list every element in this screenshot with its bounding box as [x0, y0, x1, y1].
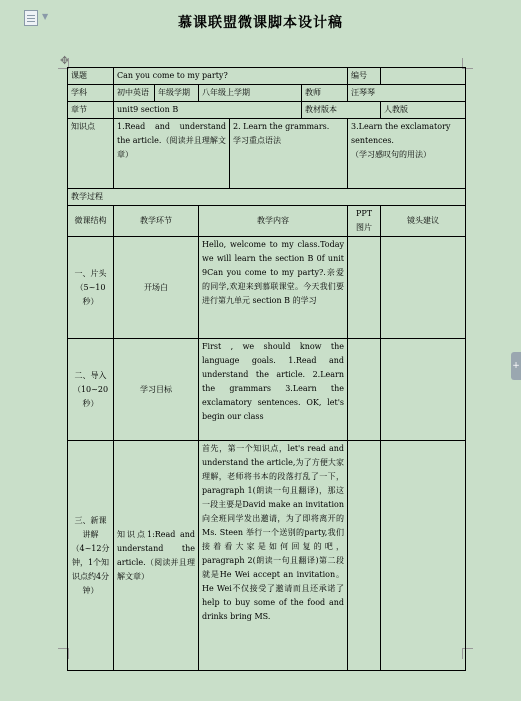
structure-cell: 二、导入 （10~20秒）: [68, 339, 114, 441]
number-label: 编号: [348, 68, 381, 85]
knowledge-point-1[interactable]: 1.Read and understand the article.（阅读并且理解文章）: [114, 119, 230, 189]
ppt-cell[interactable]: [348, 441, 381, 671]
chapter-label: 章节: [68, 102, 114, 119]
topic-label: 课题: [68, 68, 114, 85]
structure-cell: 一、片头 （5~10秒）: [68, 237, 114, 339]
stage-cell: 学习目标: [114, 339, 199, 441]
process-row-lead-in: [68, 339, 466, 441]
topic-value[interactable]: Can you come to my party?: [114, 68, 348, 85]
teacher-label: 教师: [302, 85, 348, 102]
document-title: 慕课联盟微课脚本设计稿: [178, 15, 343, 31]
camera-cell[interactable]: [381, 339, 466, 441]
header-content: 教学内容: [199, 206, 348, 237]
teacher-value[interactable]: 汪琴琴: [348, 85, 466, 102]
camera-cell[interactable]: [381, 441, 466, 671]
edition-value[interactable]: 人教版: [381, 102, 466, 119]
camera-cell[interactable]: [381, 237, 466, 339]
info-row-knowledge: [68, 119, 466, 189]
chevron-down-icon[interactable]: ▼: [42, 12, 49, 21]
process-header-row: [68, 206, 466, 237]
subject-value[interactable]: 初中英语: [114, 85, 155, 102]
ppt-cell[interactable]: [348, 339, 381, 441]
info-row-topic: [68, 68, 466, 85]
knowledge-label: 知识点: [68, 119, 114, 189]
process-row-intro: [68, 237, 466, 339]
content-cell[interactable]: First , we should know the language goals. 1.Read and understand the article. 2.Learn the grammars 3.Learn the exclamatory sentences. OK, let's begin our class: [199, 339, 348, 441]
header-camera: 镜头建议: [381, 206, 466, 237]
number-value[interactable]: [381, 68, 466, 85]
knowledge-point-3[interactable]: 3.Learn the exclamatory sentences. （学习感叹句的用法）: [348, 119, 466, 189]
header-structure: 微课结构: [68, 206, 114, 237]
table-move-handle-icon[interactable]: ✥: [60, 54, 70, 67]
info-row-chapter: [68, 102, 466, 119]
edition-label: 教材版本: [302, 102, 381, 119]
process-row-new-lesson: [68, 441, 466, 671]
process-heading-row: [68, 189, 466, 206]
info-row-subject: [68, 85, 466, 102]
subject-label: 学科: [68, 85, 114, 102]
structure-cell: 三、新课讲解 （4~12分钟，1个知识点约4分钟）: [68, 441, 114, 671]
content-cell[interactable]: 首先，第一个知识点，let's read and understand the article,为了方便大家理解，老师将书本的段落打乱了一下，paragraph 1(朗读一句且翻译)，那这一段主要是David make an invitation向全班同学发出邀请，为了即将离开的Ms. Steen 举行一个送别的party,我们接着看大家是如何回复的吧，paragraph 2(朗读一句且翻译)第二段就是He Wei accept an invitation。He Wei不仅接受了邀请而且还承诺了help to buy some of the food and drinks bring MS.: [199, 441, 348, 671]
grade-label: 年级学期: [155, 85, 199, 102]
script-design-table: [67, 67, 466, 671]
stage-cell: 知识点1:Read and understand the article.（阅读并且理解文章）: [114, 441, 199, 671]
header-ppt: PPT 图片: [348, 206, 381, 237]
grade-value[interactable]: 八年级上学期: [199, 85, 302, 102]
process-heading: 教学过程: [68, 189, 466, 206]
chapter-value[interactable]: unit9 section B: [114, 102, 302, 119]
side-panel-toggle[interactable]: +: [511, 352, 521, 380]
content-cell[interactable]: Hello, welcome to my class.Today we will learn the section B 0f unit 9Can you come to my party?.亲爱的同学,欢迎来到慕联课堂。今天我们要进行第九单元 section B 的学习: [199, 237, 348, 339]
stage-cell: 开场白: [114, 237, 199, 339]
ppt-cell[interactable]: [348, 237, 381, 339]
knowledge-point-2[interactable]: 2. Learn the grammars. 学习重点语法: [230, 119, 348, 189]
header-stage: 教学环节: [114, 206, 199, 237]
